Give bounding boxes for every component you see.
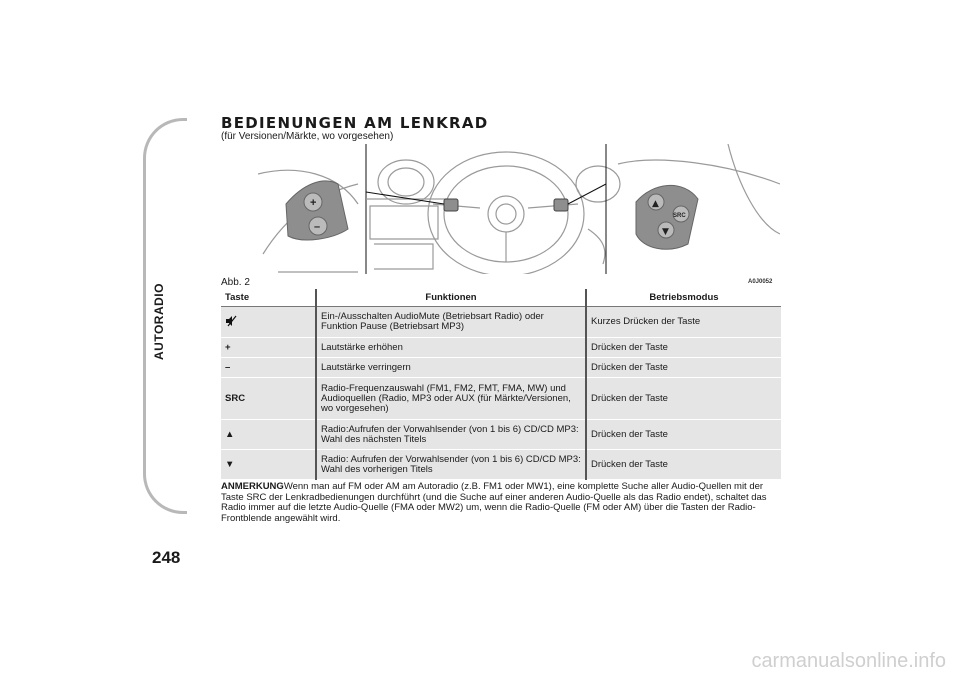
down-arrow-icon: ▼	[221, 450, 316, 480]
mode-cell: Drücken der Taste	[586, 420, 781, 450]
controls-table	[221, 289, 781, 480]
table-row	[221, 378, 781, 420]
table-row	[221, 358, 781, 378]
plus-key-label: +	[310, 197, 317, 209]
function-cell: Ein-/Ausschalten AudioMute (Betriebsart Radio) oder Funktion Pause (Betriebsart MP3)	[316, 307, 586, 338]
header-funktionen: Funktionen	[316, 289, 586, 307]
table-row	[221, 307, 781, 338]
mode-cell: Drücken der Taste	[586, 358, 781, 378]
key-cell	[221, 307, 316, 338]
note-paragraph	[221, 482, 781, 524]
mode-cell: Kurzes Drücken der Taste	[586, 307, 781, 338]
table-row	[221, 420, 781, 450]
dashboard-view	[366, 152, 620, 274]
mode-cell: Drücken der Taste	[586, 450, 781, 480]
minus-key-label: –	[314, 221, 321, 233]
function-cell: Lautstärke erhöhen	[316, 338, 586, 358]
speaker-mute-icon	[225, 315, 237, 327]
right-control-pad	[636, 185, 698, 249]
page-subtitle: (für Versionen/Märkte, wo vorgesehen)	[221, 131, 394, 142]
left-control-pad	[286, 181, 348, 240]
header-taste: Taste	[221, 289, 316, 307]
key-cell: +	[221, 338, 316, 358]
function-cell: Radio: Aufrufen der Vorwahlsender (von 1 bis 6) CD/CD MP3: Wahl des vorherigen Titels	[316, 450, 586, 480]
table-row	[221, 338, 781, 358]
note-label: ANMERKUNG	[221, 481, 284, 492]
table-header-row	[221, 289, 781, 307]
key-cell: –	[221, 358, 316, 378]
function-cell: Radio:Aufrufen der Vorwahlsender (von 1 bis 6) CD/CD MP3: Wahl des nächsten Titels	[316, 420, 586, 450]
mode-cell: Drücken der Taste	[586, 338, 781, 358]
header-betriebsmodus: Betriebsmodus	[586, 289, 781, 307]
page-title: BEDIENUNGEN AM LENKRAD	[221, 114, 489, 132]
up-arrow-icon: ▲	[221, 420, 316, 450]
steering-wheel-drawing	[258, 144, 780, 274]
down-arrow-icon: ▼	[662, 227, 669, 237]
page-number: 248	[152, 548, 181, 567]
section-label: AUTORADIO	[152, 283, 166, 360]
steering-wheel-illustration	[258, 144, 780, 274]
up-arrow-icon: ▲	[652, 199, 659, 209]
src-key-label: SRC	[673, 213, 686, 219]
function-cell: Lautstärke verringern	[316, 358, 586, 378]
note-text: Wenn man auf FM oder AM am Autoradio (z.B. FM1 oder MW1), eine komplette Suche aller Audio-Quellen mit der Taste SRC der Lenkradbedienungen durchführt (und die Suche auf einer anderen Audio-Quelle als das Radio endet), schaltet das Radio immer auf die letzte Audio-Quelle (FMA oder MW2) um, wenn die Radio-Quelle (FM oder AM) über die Tasten der Radio-Frontblende angewählt wird.	[221, 481, 767, 524]
key-cell: SRC	[221, 378, 316, 420]
mode-cell: Drücken der Taste	[586, 378, 781, 420]
figure-code: A0J0052	[748, 279, 773, 285]
table-row	[221, 450, 781, 480]
function-cell: Radio-Frequenzauswahl (FM1, FM2, FMT, FMA, MW) und Audioquellen (Radio, MP3 oder AUX (für Märkte/Versionen, wo vorgesehen)	[316, 378, 586, 420]
figure-caption: Abb. 2	[221, 277, 250, 288]
watermark: carmanualsonline.info	[751, 650, 946, 672]
